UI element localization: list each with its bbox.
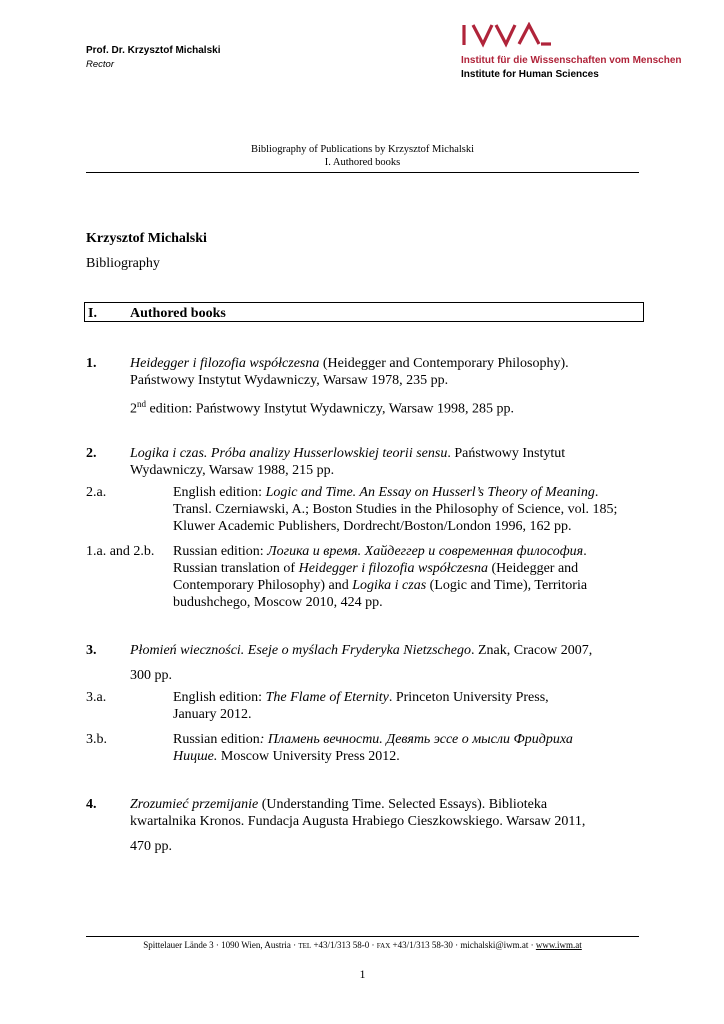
- entry-2-line-1: Logika i czas. Próba analizy Husserlowskiej teorii sensu. Państwowy Instytut: [130, 446, 566, 461]
- entry-title: Heidegger i filozofia współczesna: [130, 356, 320, 371]
- header-divider: [86, 172, 639, 173]
- entry-label: 3.b.: [86, 732, 107, 747]
- entry-number: 1.: [86, 356, 97, 371]
- running-header-title: Bibliography of Publications by Krzysztof Michalski: [250, 144, 475, 155]
- entry-1a2b-line-4: budushchego, Moscow 2010, 424 pp.: [173, 595, 383, 610]
- entry-title: Логика и время. Хайдеггер и современная философия: [267, 544, 584, 559]
- footer-divider: [86, 936, 639, 937]
- entry-1a2b-line-1: Russian edition: Логика и время. Хайдеггер и современная философия.: [173, 544, 587, 559]
- entry-title: Zrozumieć przemijanie: [130, 797, 259, 812]
- entry-3-line-2: 300 pp.: [130, 668, 172, 683]
- entry-title: Logic and Time. An Essay on Husserl’s Theory of Meaning: [265, 485, 595, 500]
- institute-name-de: Institut für die Wissenschaften vom Menschen: [461, 55, 682, 66]
- entry-number: 3.: [86, 643, 97, 658]
- entry-number: 4.: [86, 797, 97, 812]
- entry-title: Płomień wieczności. Eseje o myślach Fryderyka Nietzschego: [130, 643, 471, 658]
- footer-contact: Spittelauer Lände 3 · 1090 Wien, Austria · TEL +43/1/313 58-0 · FAX +43/1/313 58-30 · michalski@iwm.at · www.iwm.at: [143, 940, 582, 950]
- entry-title: Logika i czas. Próba analizy Husserlowskiej teorii sensu: [130, 446, 448, 461]
- document-subheading: Bibliography: [86, 256, 160, 271]
- entry-3b-line-2: Ницше. Moscow University Press 2012.: [173, 749, 400, 764]
- entry-3-line-1: Płomień wieczności. Eseje o myślach Fryderyka Nietzschego. Znak, Cracow 2007,: [130, 643, 593, 658]
- section-title: Authored books: [130, 306, 226, 321]
- entry-label: 1.a. and 2.b.: [86, 544, 155, 559]
- entry-title: : Пламень вечности. Девять эссе о мысли Фридриха: [259, 732, 573, 747]
- website-link[interactable]: www.iwm.at: [535, 940, 582, 950]
- author-role: Rector: [86, 59, 114, 70]
- entry-1a2b-line-3: Contemporary Philosophy) and Logika i czas (Logic and Time), Territoria: [173, 578, 588, 593]
- entry-1-edition: 2nd edition: Państwowy Instytut Wydawniczy, Warsaw 1998, 285 pp.: [130, 399, 514, 417]
- entry-1a2b-line-2: Russian translation of Heidegger i filozofia współczesna (Heidegger and: [173, 561, 579, 576]
- institute-name-en: Institute for Human Sciences: [461, 69, 599, 80]
- entry-4-line-1: Zrozumieć przemijanie (Understanding Time. Selected Essays). Biblioteka: [130, 797, 548, 812]
- entry-3b-line-1: Russian edition: Пламень вечности. Девять эссе о мысли Фридриха: [173, 732, 573, 747]
- entry-number: 2.: [86, 446, 97, 461]
- document-heading: Krzysztof Michalski: [86, 231, 207, 246]
- page-number: 1: [359, 967, 366, 981]
- entry-2a-line-2: Transl. Czerniawski, A.; Boston Studies in the Philosophy of Science, vol. 185;: [173, 502, 618, 517]
- entry-3a-line-2: January 2012.: [173, 707, 252, 722]
- iwm-logo-icon: [461, 22, 553, 48]
- entry-2a-line-3: Kluwer Academic Publishers, Dordrecht/Boston/London 1996, 162 pp.: [173, 519, 572, 534]
- author-name: Prof. Dr. Krzysztof Michalski: [86, 45, 221, 56]
- entry-1-line-2: Państwowy Instytut Wydawniczy, Warsaw 1978, 235 pp.: [130, 373, 449, 388]
- entry-4-line-2: kwartalnika Kronos. Fundacja Augusta Hrabiego Cieszkowskiego. Warsaw 2011,: [130, 814, 586, 829]
- entry-title: The Flame of Eternity: [265, 690, 389, 705]
- running-header-section: I. Authored books: [324, 157, 401, 168]
- entry-4-line-3: 470 pp.: [130, 839, 172, 854]
- entry-3a-line-1: English edition: The Flame of Eternity. Princeton University Press,: [173, 690, 549, 705]
- section-number: I.: [88, 306, 97, 321]
- entry-label: 3.a.: [86, 690, 107, 705]
- entry-1-line-1: Heidegger i filozofia współczesna (Heidegger and Contemporary Philosophy).: [130, 356, 569, 371]
- entry-2-line-2: Wydawniczy, Warsaw 1988, 215 pp.: [130, 463, 335, 478]
- entry-2a-line-1: English edition: Logic and Time. An Essay on Husserl’s Theory of Meaning.: [173, 485, 599, 500]
- entry-label: 2.a.: [86, 485, 107, 500]
